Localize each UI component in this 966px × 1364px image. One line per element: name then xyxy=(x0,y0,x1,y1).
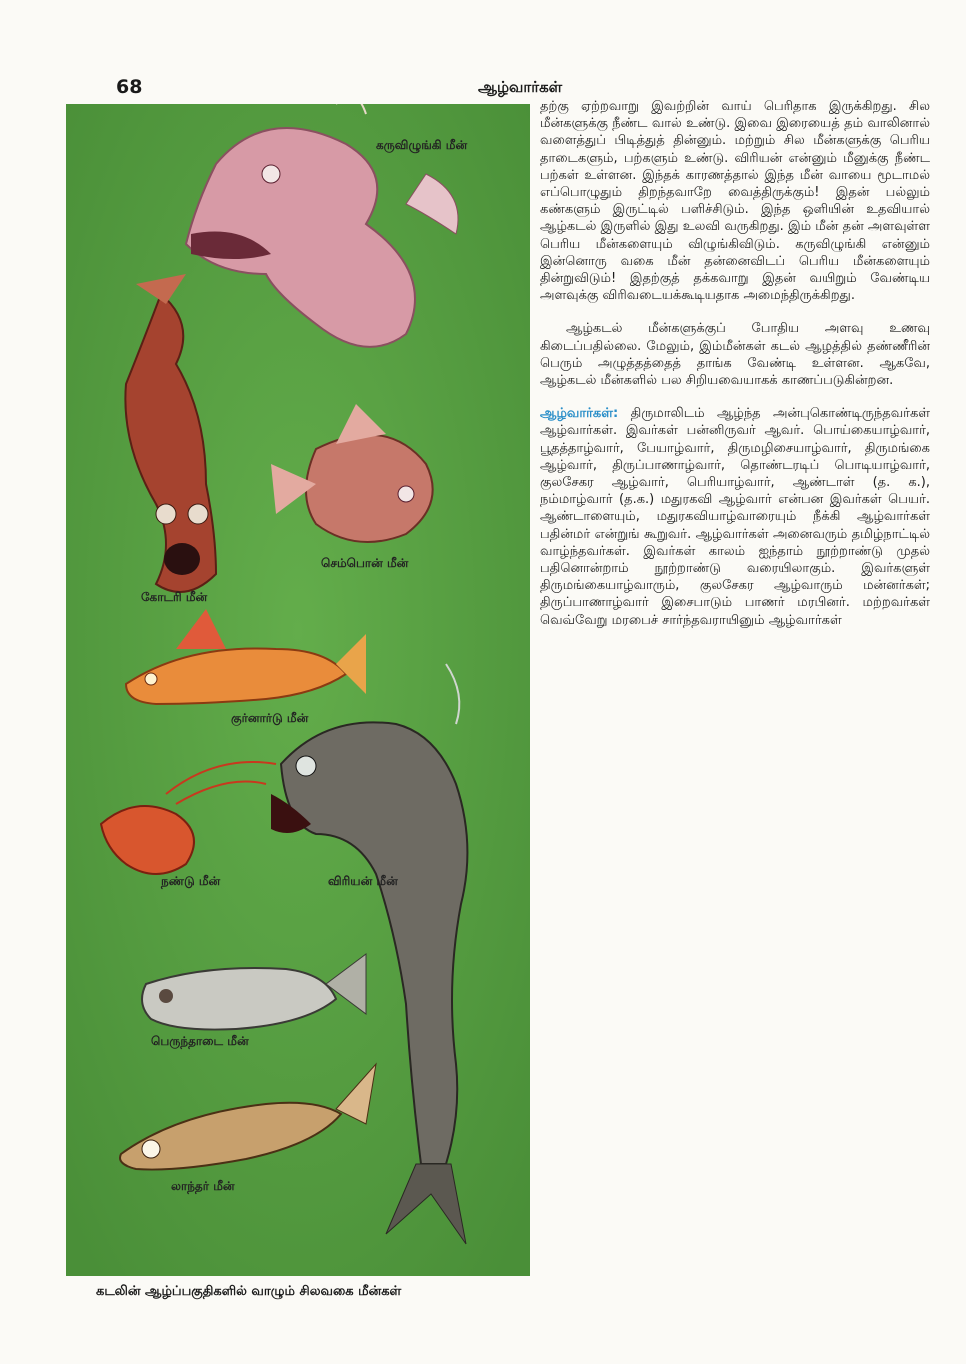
lantern-label: லாந்தர் மீன் xyxy=(171,1179,235,1193)
dory-label: செம்பொன் மீன் xyxy=(321,556,409,570)
page-number: 68 xyxy=(116,76,143,98)
fish-artwork xyxy=(66,104,530,1276)
anglerfish-label: கருவிழுங்கி மீன் xyxy=(376,138,468,152)
shrimp-label: நண்டு மீன் xyxy=(161,874,221,888)
paragraph-2: ஆழ்கடல் மீன்களுக்குப் போதிய அளவு உணவு கிடைப்பதில்லை. மேலும், இம்மீன்கள் கடல் ஆழத்தில் தண்ணீரின் பெரும் அழுத்தத்தைத் தாங்க வேண்டி உள்ளன. ஆகவே, ஆழ்கடல் மீன்களில் பல சிறியவையாகக் காணப்படுகின்றன. xyxy=(540,321,930,389)
paragraph-1: தற்கு ஏற்றவாறு இவற்றின் வாய் பெரிதாக இருக்கிறது. சில மீன்களுக்கு நீண்ட வால் உண்டு. இவை இரையைத் தம் வாலினால் வளைத்துப் பிடித்துத் தின்னும். மற்றும் சில மீன்களுக்கு பெரிய தாடைகளும், பற்களும் உண்டு. விரியன் என்னும் மீனுக்கு நீண்ட பற்கள் உள்ளன. இந்தக் காரணத்தால் இந்த மீன் வாயை மூடாமல் எப்பொழுதும் திறந்தவாறே வைத்திருக்கும்! இதன் பல்லும் கண்களும் இருட்டில் பளிச்சிடும். இந்த ஒளியின் உதவியால் ஆழ்கடல் இருளில் இது உலவி வருகிறது. இம் மீன் தன் அளவுள்ள பெரிய மீன்களையும் விழுங்கிவிடும். கருவிழுங்கி என்னும் இன்னொரு வகை மீன் தன்னைவிடப் பெரிய மீன்களையும் தின்றுவிடும்! இதற்குத் தக்கவாறு இதன் வயிறும் வேண்டிய அளவுக்கு விரிவடையக்கூடியதாக அமைந்திருக்கிறது. xyxy=(540,99,930,304)
viperfish-label: விரியன் மீன் xyxy=(328,874,398,888)
running-title: ஆழ்வார்கள் xyxy=(478,78,563,96)
gurnard-label: குர்னார்டு மீன் xyxy=(231,711,309,725)
entry-body: திருமாலிடம் ஆழ்ந்த அன்புகொண்டிருந்தவர்கள் ஆழ்வார்கள். இவர்கள் பன்னிருவர் ஆவர். பொய்கையாழ்வார், பூதத்தாழ்வார், பேயாழ்வார், திருமழிசையாழ்வார், திருமங்கை ஆழ்வார், திருப்பாணாழ்வார், தொண்டரடிப் பொடியாழ்வார், குலசேகர ஆழ்வார், பெரியாழ்வார், ஆண்டாள் (த. க.), நம்மாழ்வார் (த.க.) மதுரகவி ஆழ்வார் என்பன இவர்கள் பெயர். ஆண்டாளையும், மதுரகவியாழ்வாரையும் நீக்கி ஆழ்வார்கள் பதின்மர் என்றுங் கூறுவர். ஆழ்வார்கள் அனைவரும் தமிழ்நாட்டில் வாழ்ந்தவர்கள். இவர்கள் காலம் ஐந்தாம் நூற்றாண்டு முதல் பதினொன்றாம் நூற்றாண்டு வரையிலாகும். இவர்களுள் திருமங்கையாழ்வாரும், குலசேகர ஆழ்வாரும் மன்னர்கள்; திருப்பாணாழ்வார் இசைபாடும் பாணர் மரபினர். மற்றவர்கள் வெவ்வேறு மரபைச் சார்ந்தவராயினும் ஆழ்வார்கள் xyxy=(540,406,931,628)
hatchetfish-label: கோடரி மீன் xyxy=(141,590,208,604)
entry-paragraph xyxy=(540,405,930,629)
fish-illustration xyxy=(66,104,530,1276)
bigjaw-label: பெருந்தாடை மீன் xyxy=(151,1034,249,1048)
illustration-caption: கடலின் ஆழ்ப்பகுதிகளில் வாழும் சிலவகை மீன்கள் xyxy=(96,1284,402,1299)
article-column xyxy=(540,98,930,645)
entry-title: ஆழ்வார்கள்: xyxy=(540,406,619,422)
